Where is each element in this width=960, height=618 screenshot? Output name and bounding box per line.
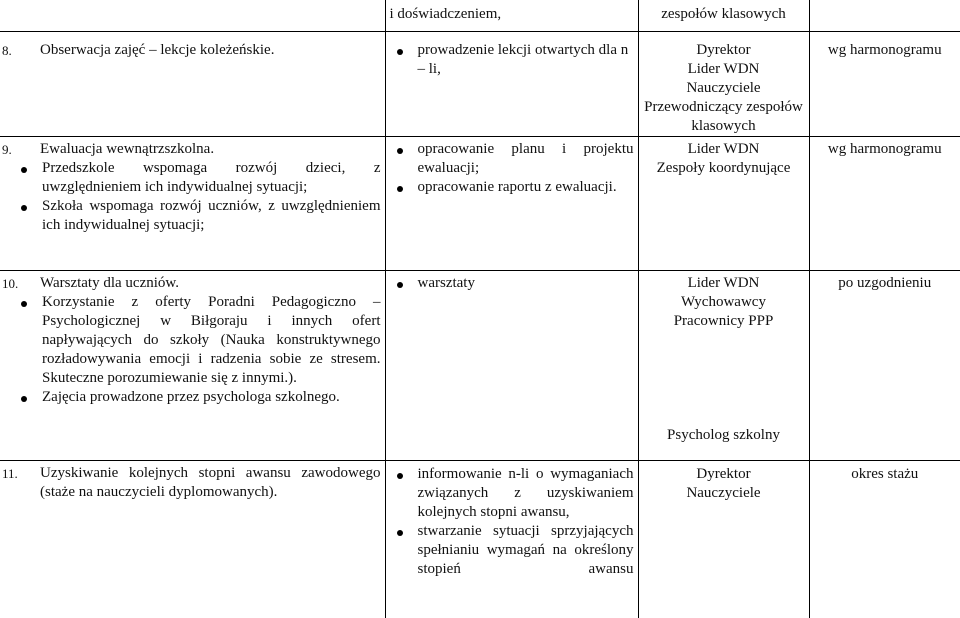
table-row [0, 460, 960, 618]
bullet-icon [397, 49, 403, 55]
responsible-cell [638, 460, 809, 618]
list-item: stwarzanie sytuacji sprzyjających spełnianiu wymagań na określony stopień awansu [390, 522, 634, 579]
task-title: Obserwacja zajęć – lekcje koleżeńskie. [40, 41, 275, 58]
row-number: 8. [2, 42, 12, 58]
responsible-cell [638, 136, 809, 270]
responsible-line: Przewodniczący zespołów klasowych [644, 98, 803, 134]
task-cell [0, 31, 385, 136]
bullet-icon [397, 148, 403, 154]
actions-cell [385, 0, 638, 31]
empty-cell [0, 0, 385, 31]
list-item: opracowanie planu i projektu ewaluacji; [390, 140, 634, 178]
list-item: Zajęcia prowadzone przez psychologa szkolnego. [4, 388, 381, 407]
responsible-line: Nauczyciele [686, 79, 761, 96]
responsible-line: Zespoły koordynujące [656, 159, 791, 176]
bullet-icon [397, 282, 403, 288]
bullet-icon [21, 301, 27, 307]
list-item: warsztaty [390, 274, 634, 293]
list-item: informowanie n-li o wymaganiach związanych z uzyskiwaniem kolejnych stopni awansu, [390, 465, 634, 522]
task-title: Ewaluacja wewnątrzszkolna. [40, 140, 215, 157]
bullet-icon [21, 167, 27, 173]
schedule-cell [809, 270, 960, 460]
row-number: 10. [2, 275, 19, 291]
empty-cell [809, 0, 960, 31]
task-cell [0, 460, 385, 618]
responsible-line: Lider WDN [687, 140, 760, 157]
actions-cell [385, 31, 638, 136]
task-cell [0, 270, 385, 460]
schedule-text: po uzgodnieniu [838, 274, 932, 291]
list-item: Szkoła wspomaga rozwój uczniów, z uwzględnieniem ich indywidualnej sytuacji; [4, 197, 381, 235]
responsible-cell [638, 0, 809, 31]
bullet-icon [21, 396, 27, 402]
responsible-line: Wychowawcy [681, 293, 766, 310]
responsible-cell [638, 270, 809, 460]
table-row [0, 31, 960, 136]
row-number: 11. [2, 465, 18, 481]
responsible-line: Psycholog szkolny [667, 426, 780, 443]
bullet-icon [397, 186, 403, 192]
list-item: Przedszkole wspomaga rozwój dzieci, z uwzględnieniem ich indywidualnej sytuacji; [4, 159, 381, 197]
schedule-cell [809, 460, 960, 618]
task-title: Uzyskiwanie kolejnych stopni awansu zawodowego (staże na nauczycieli dyplomowanych). [40, 464, 381, 500]
responsible-text: zespołów klasowych [661, 6, 786, 22]
responsible-line: Lider WDN [687, 60, 760, 77]
responsible-line: Dyrektor [696, 465, 751, 482]
table-row [0, 0, 960, 31]
schedule-text: okres stażu [851, 465, 919, 482]
table-row [0, 136, 960, 270]
bullet-icon [397, 530, 403, 536]
responsible-line: Lider WDN [687, 274, 760, 291]
row-number: 9. [2, 141, 12, 157]
responsible-cell [638, 31, 809, 136]
task-cell [0, 136, 385, 270]
schedule-cell [809, 136, 960, 270]
responsible-line: Nauczyciele [686, 484, 761, 501]
schedule-cell [809, 31, 960, 136]
actions-cell [385, 136, 638, 270]
bullet-icon [397, 473, 403, 479]
bullet-icon [21, 205, 27, 211]
actions-text: i doświadczeniem, [389, 6, 502, 22]
list-item: opracowanie raportu z ewaluacji. [390, 178, 634, 197]
responsible-line: Pracownicy PPP [673, 312, 774, 329]
table-row [0, 270, 960, 460]
actions-cell [385, 460, 638, 618]
list-item: Korzystanie z oferty Poradni Pedagogiczno – Psychologicznej w Biłgoraju i innych ofert napływających do szkoły (Nauka konstruktywnego rozładowywania emocji i radzenia sobie ze stresem. Skuteczne porozumiewanie się z innymi.). [4, 293, 381, 388]
responsible-line: Dyrektor [696, 41, 751, 58]
schedule-text: wg harmonogramu [827, 41, 942, 58]
list-item: prowadzenie lekcji otwartych dla n – li, [390, 41, 634, 79]
schedule-text: wg harmonogramu [827, 140, 942, 157]
task-title: Warsztaty dla uczniów. [40, 274, 180, 291]
actions-cell [385, 270, 638, 460]
